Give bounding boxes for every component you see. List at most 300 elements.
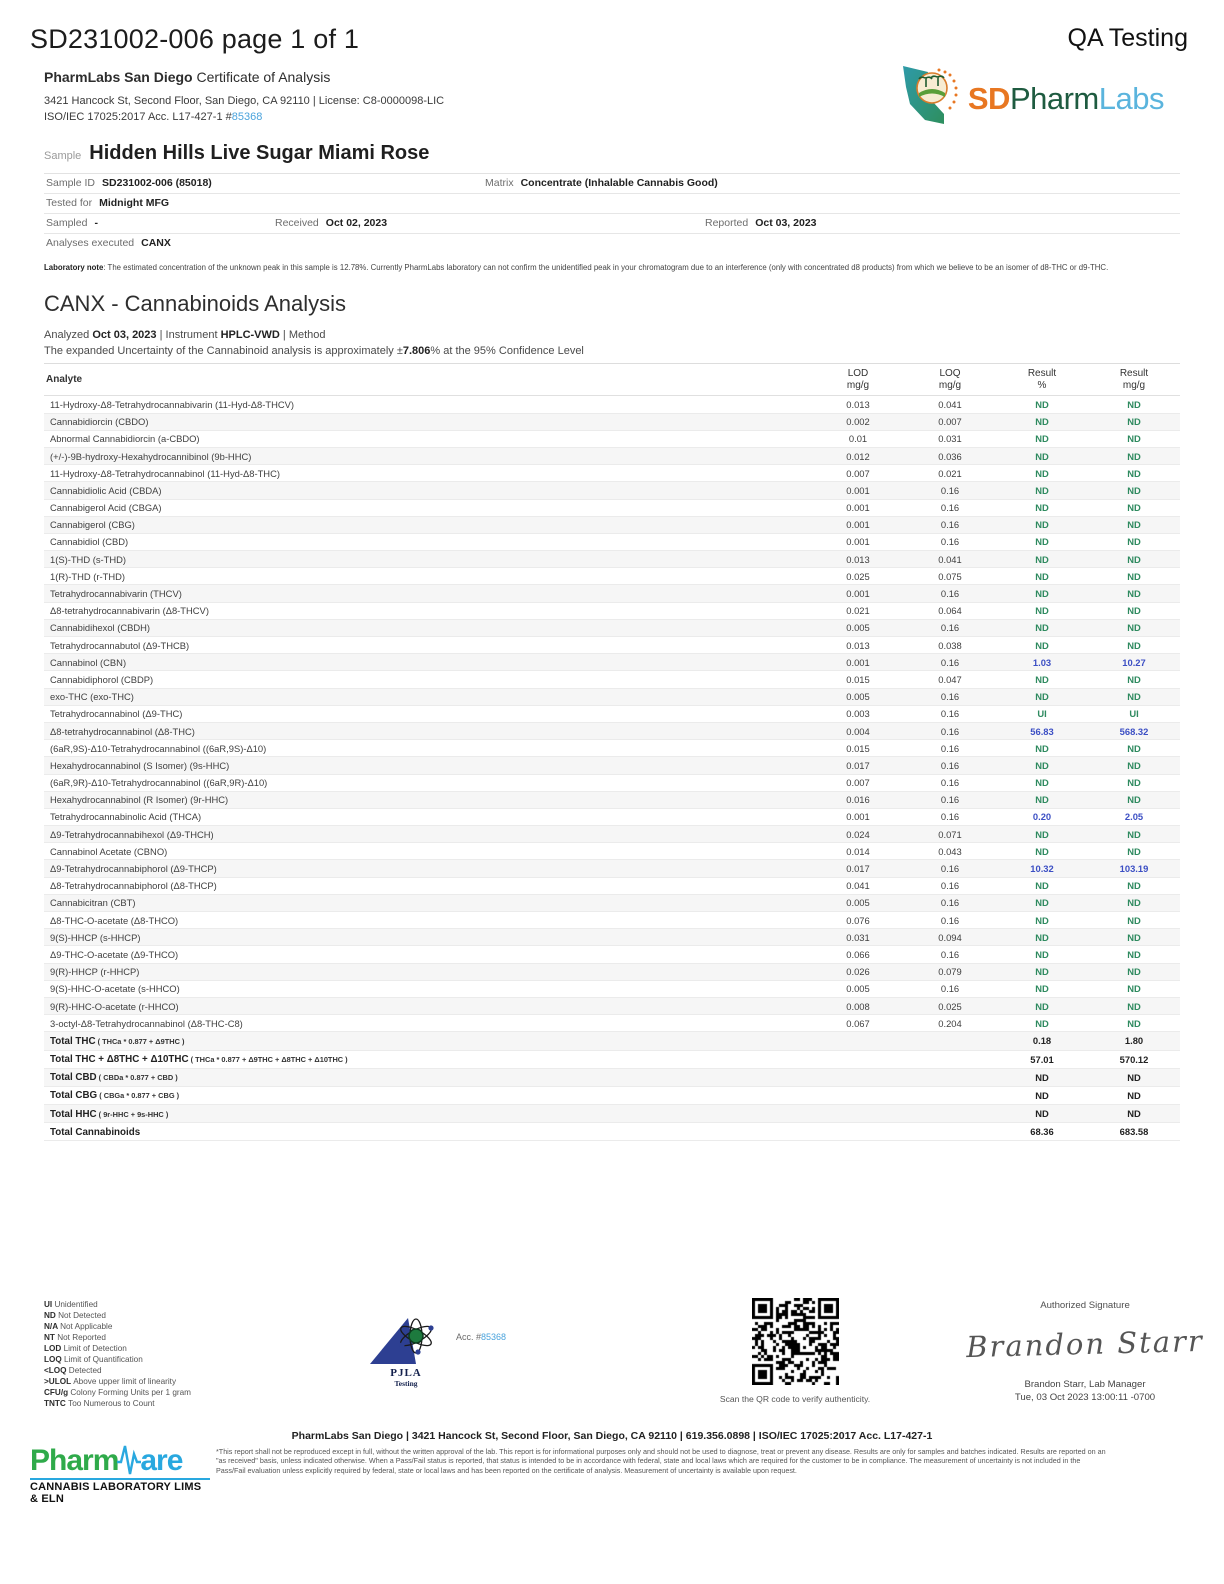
limit-value: 0.017 [812, 860, 904, 877]
analyte-name: 9(R)-HHCP (r-HHCP) [50, 966, 140, 978]
result-value: ND [1088, 791, 1180, 808]
uncertainty-line [44, 345, 1224, 357]
limit-value: 0.01 [812, 430, 904, 447]
total-row [44, 1068, 1180, 1086]
limit-value: 0.094 [904, 929, 996, 946]
qr-caption: Scan the QR code to verify authenticity. [719, 1394, 871, 1404]
page-title: SD231002-006 page 1 of 1 [30, 24, 360, 54]
limit-value: 0.012 [812, 447, 904, 464]
result-value: 2.05 [1088, 808, 1180, 825]
analyte-name: Total THC [50, 1035, 96, 1047]
limit-value: 0.16 [904, 740, 996, 757]
sample-id-value: SD231002-006 (85018) [102, 177, 212, 190]
result-value: ND [1088, 499, 1180, 516]
result-value: ND [996, 516, 1088, 533]
limit-value: 0.021 [904, 465, 996, 482]
analyte-name: Tetrahydrocannabutol (Δ9-THCB) [50, 639, 190, 651]
pharmware-ware: are [140, 1444, 183, 1477]
limit-value: 0.16 [904, 705, 996, 722]
sampled-label: Sampled [46, 217, 88, 230]
analyte-name: Cannabidiphorol (CBDP) [50, 673, 154, 685]
top-bar [0, 0, 1224, 55]
result-value: ND [1088, 533, 1180, 550]
analyte-name: Abnormal Cannabidiorcin (a-CBDO) [50, 433, 200, 445]
col-header-lod: LOD mg/g [812, 364, 904, 396]
result-value: ND [1088, 465, 1180, 482]
limit-value: 0.041 [812, 877, 904, 894]
limit-value: 0.001 [812, 585, 904, 602]
limit-value: 0.021 [812, 602, 904, 619]
result-value: ND [1088, 1105, 1180, 1123]
table-row [44, 465, 1180, 482]
table-row [44, 1015, 1180, 1032]
analyte-name: Hexahydrocannabinol (S Isomer) (9s-HHC) [50, 759, 230, 771]
abbreviation-legend [44, 1300, 191, 1410]
limit-value [812, 1123, 904, 1141]
result-value: ND [1088, 826, 1180, 843]
result-value: 68.36 [996, 1123, 1088, 1141]
analyte-name: Cannabidiorcin (CBDO) [50, 416, 149, 428]
result-value: ND [1088, 929, 1180, 946]
analyte-name: 9(R)-HHC-O-acetate (r-HHCO) [50, 1000, 179, 1012]
limit-value: 0.003 [812, 705, 904, 722]
limit-value: 0.071 [904, 826, 996, 843]
reported-label: Reported [705, 217, 749, 230]
legend-item: UI Unidentified [44, 1300, 98, 1309]
total-row [44, 1123, 1180, 1141]
limit-value [812, 1032, 904, 1050]
received-label: Received [275, 217, 319, 230]
table-header-row [44, 364, 1180, 396]
analyte-name: Δ9-Tetrahydrocannabihexol (Δ9-THCH) [50, 828, 214, 840]
result-value: ND [1088, 963, 1180, 980]
limit-value: 0.024 [812, 826, 904, 843]
result-value: ND [996, 568, 1088, 585]
limit-value: 0.075 [904, 568, 996, 585]
result-value: ND [996, 482, 1088, 499]
limit-value [904, 1086, 996, 1104]
col-header-analyte: Analyte [44, 364, 812, 396]
limit-value: 0.067 [812, 1015, 904, 1032]
analyte-name: Tetrahydrocannabivarin (THCV) [50, 588, 182, 600]
analyte-name: exo-THC (exo-THC) [50, 691, 134, 703]
table-row [44, 774, 1180, 791]
table-row [44, 413, 1180, 430]
result-value: ND [996, 430, 1088, 447]
table-row [44, 585, 1180, 602]
result-value: ND [996, 826, 1088, 843]
limit-value: 0.043 [904, 843, 996, 860]
laboratory-note [44, 263, 1180, 274]
lab-name: PharmLabs San Diego [44, 69, 193, 85]
analyte-name: Total Cannabinoids [50, 1126, 141, 1138]
limit-value: 0.017 [812, 757, 904, 774]
laboratory-note-label: Laboratory note [44, 262, 104, 272]
table-row [44, 963, 1180, 980]
info-row-analyses [44, 234, 1180, 253]
sdpharmlabs-wordmark [968, 81, 1164, 117]
result-value: ND [1088, 980, 1180, 997]
limit-value: 0.036 [904, 447, 996, 464]
limit-value: 0.025 [904, 997, 996, 1014]
result-value: ND [996, 894, 1088, 911]
pjla-name: PJLA [390, 1367, 422, 1379]
table-row [44, 551, 1180, 568]
analyte-name: Δ8-tetrahydrocannabivarin (Δ8-THCV) [50, 605, 209, 617]
qa-testing-label: QA Testing [1067, 24, 1188, 52]
limit-value: 0.001 [812, 482, 904, 499]
analyses-value: CANX [141, 237, 171, 250]
result-value: UI [996, 705, 1088, 722]
limit-value: 0.016 [812, 791, 904, 808]
limit-value [812, 1105, 904, 1123]
result-value: ND [1088, 997, 1180, 1014]
iso-line: ISO/IEC 17025:2017 Acc. L17-427-1 # [44, 110, 232, 123]
analyte-name: Δ9-Tetrahydrocannabiphorol (Δ9-THCP) [50, 863, 217, 875]
result-value: ND [1088, 413, 1180, 430]
tested-for-label: Tested for [46, 197, 93, 210]
result-value: ND [1088, 740, 1180, 757]
limit-value: 0.001 [812, 516, 904, 533]
limit-value: 0.16 [904, 516, 996, 533]
result-value: ND [1088, 894, 1180, 911]
analyte-name: (6aR,9R)-Δ10-Tetrahydrocannabinol ((6aR,9R)-Δ10) [50, 777, 268, 789]
table-row [44, 808, 1180, 825]
limit-value: 0.031 [904, 430, 996, 447]
analyte-name: Cannabidiol (CBD) [50, 536, 129, 548]
total-formula: ( THCa * 0.877 + Δ9THC ) [95, 1036, 185, 1046]
limit-value: 0.013 [812, 396, 904, 413]
sample-name: Hidden Hills Live Sugar Miami Rose [89, 141, 430, 164]
certificate-label: Certificate of Analysis [196, 69, 331, 85]
limit-value: 0.16 [904, 533, 996, 550]
analyte-name: Cannabigerol Acid (CBGA) [50, 502, 162, 514]
tested-for-value: Midnight MFG [99, 197, 170, 210]
limit-value: 0.16 [904, 722, 996, 739]
col-header-result-pct: Result % [996, 364, 1088, 396]
signer-name: Brandon Starr, Lab Manager [1024, 1379, 1146, 1390]
result-value: ND [996, 551, 1088, 568]
california-state-icon [898, 63, 962, 134]
instrument-label: Instrument [165, 329, 218, 342]
result-value: ND [996, 791, 1088, 808]
analyzed-label: Analyzed [44, 329, 90, 342]
limit-value: 0.16 [904, 654, 996, 671]
limit-value: 0.004 [812, 722, 904, 739]
limit-value: 0.16 [904, 877, 996, 894]
limit-value: 0.005 [812, 619, 904, 636]
limit-value: 0.038 [904, 637, 996, 654]
acc-number-link[interactable]: 85368 [481, 1332, 507, 1342]
result-value: 0.18 [996, 1032, 1088, 1050]
table-row [44, 705, 1180, 722]
result-value: 683.58 [1088, 1123, 1180, 1141]
limit-value: 0.001 [812, 808, 904, 825]
legend-item: LOQ Limit of Quantification [44, 1354, 143, 1364]
analyte-name: Tetrahydrocannabinol (Δ9-THC) [50, 708, 183, 720]
limit-value: 0.031 [812, 929, 904, 946]
result-value: 1.80 [1088, 1032, 1180, 1050]
analyte-name: 9(S)-HHCP (s-HHCP) [50, 931, 141, 943]
result-value: 103.19 [1088, 860, 1180, 877]
table-row [44, 929, 1180, 946]
separator: | [159, 329, 163, 342]
result-value: ND [996, 1015, 1088, 1032]
table-row [44, 997, 1180, 1014]
sdpharmlabs-logo [898, 63, 1164, 134]
limit-value: 0.015 [812, 671, 904, 688]
footer-disclaimer: *This report shall not be reproduced except in full, without the written approval of the lab. This report is for informational purposes only and should not be used to diagnose, treat or prevent any disease. Results are only for samples and batches indicated. Results are reported on an "as received" basis, unless indicated otherwise. When a Pass/Fail status is reported, that status is intended to be in accordance with federal, state and local laws which are required for the customer to be in compliance. The measurement of uncertainty is not included in the Pass/Fail evaluation unless explicitly required by federal, state or local laws and has been reported on the certificate of analysis. Measurement of uncertainty is available upon request. [216, 1447, 1106, 1475]
limit-value: 0.16 [904, 912, 996, 929]
result-value: ND [1088, 447, 1180, 464]
result-value: ND [1088, 1015, 1180, 1032]
laboratory-note-text: : The estimated concentration of the unknown peak in this sample is 12.78%. Currently PharmLabs laboratory can not confirm the unidentified peak in your chromatogram due to an interference (only with concentrated d8 products) from which we believe to be an isomer of d8-THC or d9-THC. [103, 262, 1109, 272]
table-row [44, 860, 1180, 877]
address-line: 3421 Hancock St, Second Floor, San Diego, CA 92110 | License: C8-0000098-LIC [44, 95, 445, 107]
analyte-name: Δ8-tetrahydrocannabinol (Δ8-THC) [50, 725, 195, 737]
result-value: ND [1088, 843, 1180, 860]
result-value: ND [1088, 637, 1180, 654]
table-row [44, 602, 1180, 619]
limit-value: 0.16 [904, 774, 996, 791]
limit-value: 0.013 [812, 637, 904, 654]
legend-item: LOD Limit of Detection [44, 1343, 127, 1353]
signature-script: Brandon Starr [965, 1323, 1205, 1365]
limit-value: 0.064 [904, 602, 996, 619]
limit-value: 0.16 [904, 791, 996, 808]
total-formula: ( THCa * 0.877 + Δ9THC + Δ8THC + Δ10THC ) [188, 1055, 348, 1065]
limit-value: 0.16 [904, 619, 996, 636]
result-value: ND [996, 413, 1088, 430]
table-row [44, 619, 1180, 636]
table-row [44, 637, 1180, 654]
authorized-signature-block [930, 1300, 1224, 1403]
table-row [44, 946, 1180, 963]
analyte-name: Hexahydrocannabinol (R Isomer) (9r-HHC) [50, 794, 229, 806]
legend-item: TNTC Too Numerous to Count [44, 1398, 155, 1408]
table-row [44, 843, 1180, 860]
result-value: ND [996, 1068, 1088, 1086]
legend-item: N/A Not Applicable [44, 1321, 113, 1331]
analyte-name: 11-Hydroxy-Δ8-Tetrahydrocannabivarin (11-Hyd-Δ8-THCV) [50, 398, 295, 410]
analyte-name: 1(S)-THD (s-THD) [50, 553, 127, 565]
table-row [44, 447, 1180, 464]
limit-value [904, 1050, 996, 1068]
limit-value: 0.015 [812, 740, 904, 757]
limit-value [904, 1068, 996, 1086]
limit-value [904, 1032, 996, 1050]
sample-id-label: Sample ID [46, 177, 96, 190]
received-value: Oct 02, 2023 [325, 217, 388, 230]
limit-value: 0.16 [904, 808, 996, 825]
result-value: ND [1088, 430, 1180, 447]
limit-value [904, 1123, 996, 1141]
total-row [44, 1105, 1180, 1123]
limit-value: 0.001 [812, 499, 904, 516]
total-formula: ( CBDa * 0.877 + CBD ) [96, 1073, 178, 1083]
result-value: ND [1088, 602, 1180, 619]
analyte-name: Δ8-Tetrahydrocannabiphorol (Δ8-THCP) [50, 880, 217, 892]
analyte-name: 3-octyl-Δ8-Tetrahydrocannabinol (Δ8-THC-C8) [50, 1017, 243, 1029]
result-value: ND [996, 602, 1088, 619]
cannabinoids-table [44, 363, 1180, 1141]
qr-verification [700, 1298, 890, 1404]
analyses-label: Analyses executed [46, 237, 135, 250]
matrix-label: Matrix [485, 177, 514, 190]
table-row [44, 757, 1180, 774]
limit-value: 0.204 [904, 1015, 996, 1032]
limit-value: 0.007 [904, 413, 996, 430]
table-row [44, 980, 1180, 997]
sampled-value: - [94, 217, 98, 230]
pjla-logo [364, 1312, 448, 1388]
lab-header [44, 69, 1224, 126]
result-value: ND [996, 912, 1088, 929]
limit-value: 0.079 [904, 963, 996, 980]
table-row [44, 722, 1180, 739]
result-value: 57.01 [996, 1050, 1088, 1068]
table-row [44, 894, 1180, 911]
table-row [44, 396, 1180, 413]
legend-item: NT Not Reported [44, 1332, 106, 1342]
signature-heading: Authorized Signature [1040, 1300, 1130, 1311]
total-row [44, 1086, 1180, 1104]
limit-value: 0.002 [812, 413, 904, 430]
result-value: ND [996, 877, 1088, 894]
logo-labs: Labs [1098, 80, 1164, 116]
limit-value: 0.005 [812, 980, 904, 997]
result-value: ND [996, 1086, 1088, 1104]
limit-value: 0.013 [812, 551, 904, 568]
result-value: ND [996, 585, 1088, 602]
pharmware-pharm: Pharm [30, 1444, 119, 1477]
result-value: 1.03 [996, 654, 1088, 671]
result-value: ND [996, 757, 1088, 774]
result-value: 568.32 [1088, 722, 1180, 739]
uncertainty-prefix: The expanded Uncertainty of the Cannabinoid analysis is approximately ± [44, 345, 403, 358]
pjla-accreditation [364, 1312, 506, 1388]
result-value: ND [1088, 482, 1180, 499]
analyte-name: (6aR,9S)-Δ10-Tetrahydrocannabinol ((6aR,9S)-Δ10) [50, 742, 267, 754]
logo-pharm: Pharm [1009, 80, 1099, 116]
pharmware-tagline: CANNABIS LABORATORY LIMS & ELN [30, 1478, 210, 1505]
limit-value: 0.026 [812, 963, 904, 980]
table-row [44, 791, 1180, 808]
limit-value [812, 1068, 904, 1086]
legend-item: CFU/g Colony Forming Units per 1 gram [44, 1387, 191, 1397]
result-value: ND [996, 963, 1088, 980]
uncertainty-value: 7.806 [402, 345, 431, 358]
limit-value: 0.16 [904, 688, 996, 705]
limit-value: 0.16 [904, 980, 996, 997]
result-value: ND [996, 671, 1088, 688]
result-value: ND [996, 980, 1088, 997]
result-value: ND [1088, 946, 1180, 963]
info-row-sample-id [44, 174, 1180, 194]
analyte-name: (+/-)-9B-hydroxy-Hexahydrocannibinol (9b-HHC) [50, 450, 252, 462]
analyte-name: 9(S)-HHC-O-acetate (s-HHCO) [50, 983, 180, 995]
info-row-tested-for [44, 194, 1180, 214]
method-label: | Method [282, 329, 326, 342]
pjla-sub: Testing [394, 1379, 418, 1388]
result-value: ND [1088, 1068, 1180, 1086]
result-value: ND [1088, 551, 1180, 568]
limit-value: 0.16 [904, 757, 996, 774]
limit-value: 0.014 [812, 843, 904, 860]
analyte-name: Cannabigerol (CBG) [50, 519, 135, 531]
table-row [44, 533, 1180, 550]
logo-sd: SD [967, 80, 1010, 116]
table-row [44, 826, 1180, 843]
limit-value [812, 1050, 904, 1068]
analyte-name: Total CBD [50, 1072, 97, 1084]
result-value: ND [996, 843, 1088, 860]
table-row [44, 516, 1180, 533]
limit-value: 0.076 [812, 912, 904, 929]
result-value: ND [996, 997, 1088, 1014]
table-row [44, 912, 1180, 929]
accreditation-number-link[interactable]: 85368 [231, 110, 263, 123]
footer-contact-line: PharmLabs San Diego | 3421 Hancock St, Second Floor, San Diego, CA 92110 | 619.356.0898 | ISO/IEC 17025:2017 Acc. L17-427-1 [291, 1430, 933, 1442]
legend-item: >ULOL Above upper limit of linearity [44, 1376, 177, 1386]
limit-value: 0.041 [904, 551, 996, 568]
total-row [44, 1032, 1180, 1050]
result-value: ND [1088, 688, 1180, 705]
result-value: ND [996, 499, 1088, 516]
result-value: UI [1088, 705, 1180, 722]
limit-value: 0.047 [904, 671, 996, 688]
result-value: ND [996, 929, 1088, 946]
qr-code [752, 1298, 839, 1385]
info-row-dates [44, 214, 1180, 234]
result-value: ND [1088, 757, 1180, 774]
table-row [44, 877, 1180, 894]
result-value: 56.83 [996, 722, 1088, 739]
reported-value: Oct 03, 2023 [755, 217, 817, 230]
total-formula: ( 9r-HHC + 9s-HHC ) [96, 1109, 169, 1119]
sample-info-table [44, 173, 1180, 253]
legend-item: ND Not Detected [44, 1310, 106, 1320]
analyte-name: Cannabicitran (CBT) [50, 897, 136, 909]
result-value: ND [1088, 877, 1180, 894]
table-row [44, 671, 1180, 688]
result-value: ND [996, 396, 1088, 413]
result-value: ND [996, 533, 1088, 550]
analyzed-date: Oct 03, 2023 [92, 329, 157, 342]
sample-label: Sample [44, 149, 82, 162]
table-row [44, 568, 1180, 585]
pharmware-logo [30, 1442, 210, 1505]
signature-timestamp: Tue, 03 Oct 2023 13:00:11 -0700 [1014, 1392, 1156, 1403]
result-value: ND [996, 774, 1088, 791]
result-value: ND [996, 447, 1088, 464]
limit-value: 0.16 [904, 499, 996, 516]
acc-prefix: Acc. # [456, 1332, 482, 1342]
table-row [44, 654, 1180, 671]
limit-value [904, 1105, 996, 1123]
result-value: ND [996, 619, 1088, 636]
result-value: ND [1088, 671, 1180, 688]
pharmware-pulse-icon [116, 1442, 142, 1476]
analyte-name: Total HHC [50, 1108, 97, 1120]
limit-value: 0.025 [812, 568, 904, 585]
table-row [44, 688, 1180, 705]
result-value: ND [1088, 568, 1180, 585]
table-row [44, 482, 1180, 499]
analyte-name: Δ9-THC-O-acetate (Δ9-THCO) [50, 948, 179, 960]
analyte-name: Cannabinol (CBN) [50, 656, 127, 668]
analyte-name: 11-Hydroxy-Δ8-Tetrahydrocannabinol (11-Hyd-Δ8-THC) [50, 467, 280, 479]
